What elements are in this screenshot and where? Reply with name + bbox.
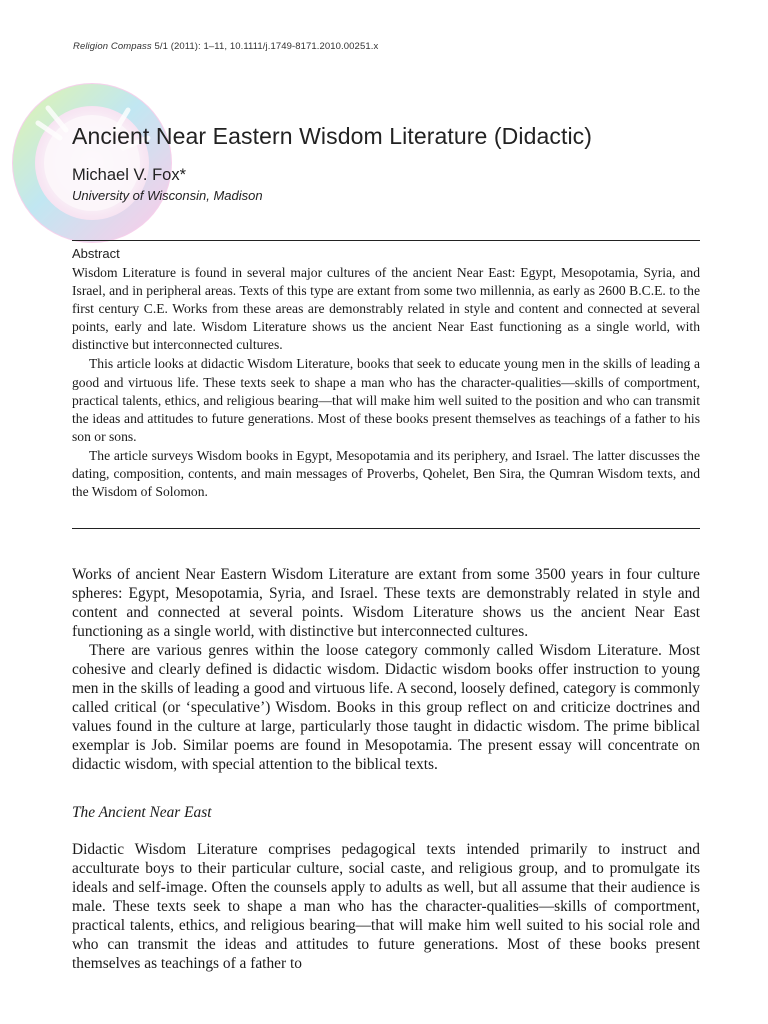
article-title: Ancient Near Eastern Wisdom Literature (Didactic) [72,123,593,149]
author-affiliation: University of Wisconsin, Madison [72,188,263,203]
body-paragraph: Works of ancient Near Eastern Wisdom Literature are extant from some 3500 years in four culture spheres: Egypt, Mesopotamia, Syria, and Israel. These texts are demonstrably related in style and content and connected at several points. Wisdom Literature shows us the ancient Near East functioning as a single world, with distinctive but interconnected cultures. [72,566,700,641]
journal-seal-icon [8,78,176,248]
body-paragraph: There are various genres within the loose category commonly called Wisdom Literature. Most cohesive and clearly defined is didactic wisdom. Didactic wisdom books offer instruction to young men in the skills of leading a good and virtuous life. A second, loosely defined, category is commonly called critical (or ‘speculative’) Wisdom. Books in this group reflect on and criticize doctrines and values found in the culture at large, particularly those taught in didactic wisdom. The prime biblical exemplar is Job. Similar poems are found in Mesopotamia. The present essay will concentrate on didactic wisdom, with special attention to the biblical texts. [72,642,700,774]
abstract-bottom-rule [72,528,700,529]
abstract-paragraph: Wisdom Literature is found in several major cultures of the ancient Near East: Egypt, Mesopotamia, Syria, and Israel, and in peripheral areas. Texts of this type are extant from some two millennia, as early as 2600 B.C.E. to the first century C.E. Works from these areas are demonstrably related in style and content and connected at several points, early and late. Wisdom Literature shows us the ancient Near East functioning as a single world, with distinctive but interconnected cultures. [72,265,700,353]
article-body [72,565,700,973]
author-name: Michael V. Fox* [72,166,187,184]
abstract-heading: Abstract [72,246,120,261]
journal-citation: Religion Compass 5/1 (2011): 1–11, 10.1111/j.1749-8171.2010.00251.x [73,41,379,52]
abstract-paragraph: This article looks at didactic Wisdom Literature, books that seek to educate young men in the skills of leading a good and virtuous life. These texts seek to shape a man who has the character-qualities—skills of comportment, practical talents, ethics, and religious bearing—that will make him well suited to the position and who can transmit the ideas and attitudes to future generations. Most of these books present themselves as teachings of a father to his son or sons. [72,356,700,444]
abstract-top-rule [72,240,700,241]
body-paragraph: Didactic Wisdom Literature comprises pedagogical texts intended primarily to instruct and acculturate boys to their particular culture, social caste, and religious group, and to promulgate its ideals and self-image. Often the counsels apply to adults as well, but all assume that their audience is male. These texts seek to shape a man who has the character-qualities—skills of comportment, practical talents, ethics, and religious bearing—that will make him well suited to his social role and who can transmit the ideas and attitudes to future generations. Most of these books present themselves as teachings of a father to [72,840,700,972]
section-heading: The Ancient Near East [72,803,212,821]
abstract-paragraph: The article surveys Wisdom books in Egypt, Mesopotamia and its periphery, and Israel. The latter discusses the dating, composition, contents, and main messages of Proverbs, Qohelet, Ben Sira, the Qumran Wisdom texts, and the Wisdom of Solomon. [72,447,700,500]
abstract-text [72,264,700,502]
